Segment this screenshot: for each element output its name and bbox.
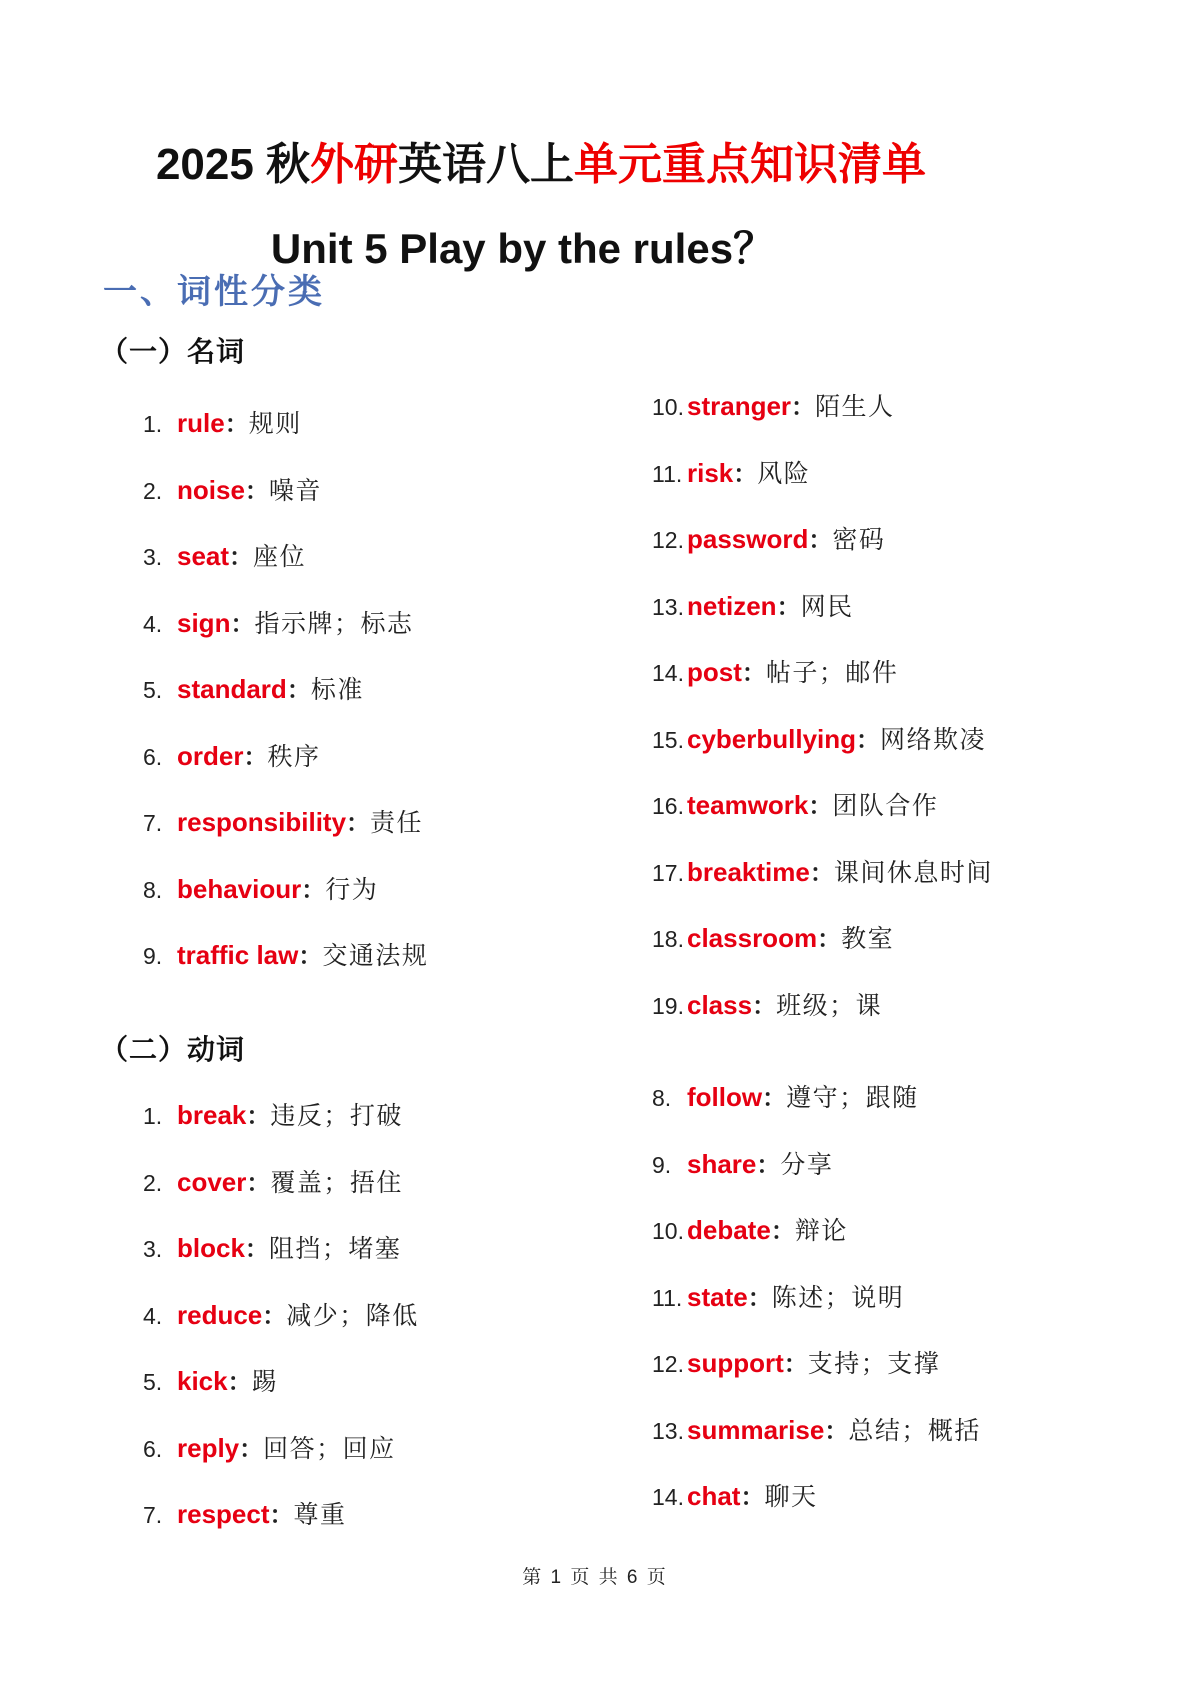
verb-list-left: [143, 1096, 419, 1562]
entry-colon: ：: [298, 943, 323, 970]
entry-definition: 网民: [800, 592, 854, 621]
entry-colon: ：: [856, 726, 881, 754]
entry-colon: ：: [733, 460, 758, 488]
entry-definition: 覆盖；捂住: [270, 1168, 403, 1197]
entry-number: 1.: [143, 411, 163, 437]
vocab-entry: [652, 587, 993, 654]
entry-number: 5.: [143, 677, 163, 703]
entry-number: 2.: [143, 1169, 163, 1196]
entry-number: 15.: [652, 726, 684, 753]
entry-word: break: [177, 1100, 247, 1130]
vocab-entry: [143, 1163, 419, 1230]
entry-colon: ：: [262, 1302, 287, 1330]
entry-colon: ：: [817, 926, 842, 953]
vocab-entry: [143, 1096, 419, 1163]
vocab-entry: [143, 1229, 419, 1296]
entry-word: risk: [687, 457, 734, 488]
vocab-entry: [143, 1429, 419, 1496]
entry-number: 9.: [143, 943, 163, 969]
vocab-entry: [652, 1145, 981, 1212]
entry-colon: ：: [244, 1236, 269, 1263]
entry-word: reply: [177, 1432, 240, 1463]
entry-definition: 行为: [325, 875, 379, 904]
entry-number: 18.: [652, 926, 684, 952]
vocab-entry: [143, 1362, 419, 1429]
entry-definition: 违反；打破: [270, 1102, 403, 1130]
entry-number: 7.: [143, 1502, 163, 1528]
noun-list-right: [652, 387, 993, 1052]
entry-definition: 规则: [248, 410, 302, 438]
entry-word: standard: [177, 674, 287, 704]
entry-number: 8.: [143, 876, 163, 903]
entry-word: stranger: [687, 391, 792, 421]
entry-number: 5.: [143, 1369, 163, 1395]
vocab-entry: [143, 870, 428, 937]
entry-colon: ：: [747, 1284, 772, 1312]
entry-word: follow: [687, 1082, 763, 1112]
entry-number: 6.: [143, 1435, 163, 1462]
verb-list-right: [652, 1078, 981, 1544]
entry-colon: ：: [762, 1085, 787, 1112]
entry-definition: 尊重: [293, 1501, 347, 1529]
entry-definition: 遵守；跟随: [786, 1084, 919, 1112]
entry-number: 13.: [652, 1417, 684, 1444]
vocab-entry: [652, 853, 993, 920]
entry-definition: 风险: [757, 459, 811, 488]
vocab-entry: [652, 454, 993, 521]
vocab-entry: [652, 1278, 981, 1345]
entry-number: 12.: [652, 1351, 684, 1377]
entry-word: noise: [177, 474, 245, 505]
entry-number: 2.: [143, 477, 163, 504]
entry-colon: ：: [741, 660, 766, 687]
page-title: [0, 128, 1082, 192]
entry-definition: 阻挡；堵塞: [268, 1235, 402, 1263]
entry-number: 14.: [652, 660, 684, 686]
entry-word: post: [687, 657, 742, 687]
entry-word: order: [177, 740, 244, 771]
entry-definition: 交通法规: [322, 942, 429, 970]
subsection-nouns: （一）名词: [100, 336, 246, 367]
entry-definition: 陌生人: [815, 393, 895, 421]
entry-number: 3.: [143, 1236, 163, 1262]
entry-number: 13.: [652, 593, 684, 620]
entry-colon: ：: [239, 1435, 264, 1463]
vocab-entry: [652, 653, 993, 720]
entry-number: 4.: [143, 1302, 163, 1329]
entry-word: debate: [687, 1215, 771, 1245]
vocab-entry: [143, 737, 428, 804]
entry-definition: 教室: [841, 925, 895, 953]
vocab-entry: [143, 604, 428, 671]
entry-number: 10.: [652, 394, 684, 420]
entry-word: sign: [177, 607, 231, 638]
entry-word: cyberbullying: [687, 723, 857, 754]
entry-number: 14.: [652, 1484, 684, 1510]
vocab-entry: [143, 1495, 419, 1562]
entry-colon: ：: [770, 1218, 795, 1245]
entry-number: 10.: [652, 1218, 684, 1244]
entry-definition: 秩序: [267, 742, 321, 771]
unit-title: Unit 5 Play by the rules？: [270, 224, 776, 272]
entry-word: classroom: [687, 923, 818, 953]
vocab-entry: [652, 1411, 981, 1478]
entry-number: 6.: [143, 743, 163, 770]
entry-word: seat: [177, 541, 230, 571]
entry-colon: ：: [246, 1169, 271, 1197]
vocab-entry: [652, 1477, 981, 1544]
entry-definition: 责任: [370, 809, 424, 837]
vocab-entry: [652, 786, 993, 853]
entry-definition: 减少；降低: [286, 1301, 419, 1330]
entry-definition: 团队合作: [832, 792, 939, 820]
entry-definition: 班级；课: [776, 991, 883, 1020]
entry-definition: 回答；回应: [263, 1434, 396, 1463]
entry-word: netizen: [687, 590, 777, 621]
entry-number: 16.: [652, 793, 684, 819]
vocab-entry: [652, 1211, 981, 1278]
vocab-entry: [143, 1296, 419, 1363]
entry-definition: 帖子；邮件: [765, 659, 899, 687]
entry-word: chat: [687, 1481, 741, 1511]
entry-definition: 指示牌；标志: [254, 609, 414, 638]
entry-colon: ：: [246, 1103, 271, 1130]
entry-colon: ：: [227, 1369, 252, 1396]
vocab-entry: [143, 803, 428, 870]
entry-definition: 支持；支撑: [807, 1350, 941, 1378]
entry-colon: ：: [301, 876, 326, 904]
entry-colon: ：: [752, 992, 777, 1020]
entry-word: cover: [177, 1166, 247, 1197]
entry-number: 11.: [652, 460, 683, 487]
title-segment: 外研: [310, 140, 399, 190]
entry-word: summarise: [687, 1414, 825, 1445]
entry-word: share: [687, 1148, 757, 1179]
entry-colon: ：: [756, 1151, 781, 1179]
entry-word: block: [177, 1233, 245, 1263]
entry-colon: ：: [346, 810, 371, 837]
entry-colon: ：: [224, 411, 249, 438]
entry-colon: ：: [230, 610, 255, 638]
entry-definition: 密码: [832, 526, 886, 554]
entry-word: state: [687, 1281, 748, 1312]
vocab-entry: [143, 936, 428, 1003]
entry-word: teamwork: [687, 790, 809, 820]
entry-definition: 网络欺凌: [880, 725, 987, 754]
entry-definition: 总结；概括: [848, 1416, 981, 1445]
entry-colon: ：: [286, 677, 311, 704]
vocab-entry: [652, 1344, 981, 1411]
entry-definition: 座位: [253, 543, 307, 571]
title-segment: 2025 秋: [155, 140, 311, 190]
entry-definition: 聊天: [764, 1483, 818, 1511]
entry-word: responsibility: [177, 807, 347, 837]
page-footer: 第 1 页 共 6 页: [522, 1567, 668, 1588]
entry-number: 4.: [143, 610, 163, 637]
entry-number: 19.: [652, 992, 684, 1019]
entry-definition: 噪音: [268, 476, 322, 505]
entry-word: breaktime: [687, 856, 810, 887]
entry-word: rule: [177, 408, 225, 438]
entry-number: 3.: [143, 544, 163, 570]
noun-list-left: [143, 404, 428, 1003]
entry-colon: ：: [791, 394, 816, 421]
entry-number: 17.: [652, 859, 684, 886]
vocab-entry: [143, 537, 428, 604]
entry-colon: ：: [809, 859, 834, 887]
entry-number: 8.: [652, 1085, 672, 1111]
vocab-entry: [143, 471, 428, 538]
entry-colon: ：: [808, 527, 833, 554]
entry-word: support: [687, 1348, 784, 1378]
title-segment: 单元重点知识清单: [574, 140, 927, 190]
entry-colon: ：: [244, 477, 269, 505]
vocab-entry: [652, 1078, 981, 1145]
entry-word: behaviour: [177, 873, 302, 904]
vocab-entry: [143, 670, 428, 737]
vocab-entry: [652, 986, 993, 1053]
entry-definition: 踢: [251, 1368, 279, 1396]
vocab-entry: [652, 720, 993, 787]
subsection-verbs: （二）动词: [100, 1034, 246, 1065]
entry-colon: ：: [776, 593, 801, 621]
entry-definition: 分享: [780, 1150, 834, 1179]
entry-word: kick: [177, 1366, 228, 1396]
entry-colon: ：: [808, 793, 833, 820]
entry-definition: 课间休息时间: [833, 858, 993, 887]
entry-colon: ：: [783, 1351, 808, 1378]
entry-definition: 标准: [310, 676, 364, 704]
title-segment: 英语八上: [398, 140, 575, 190]
vocab-entry: [652, 520, 993, 587]
entry-definition: 辩论: [794, 1217, 848, 1245]
section-heading: 一、词性分类: [103, 273, 325, 311]
entry-word: class: [687, 989, 753, 1020]
entry-word: password: [687, 524, 809, 554]
entry-colon: ：: [243, 743, 268, 771]
entry-number: 12.: [652, 527, 684, 553]
entry-word: respect: [177, 1499, 270, 1529]
vocab-entry: [143, 404, 428, 471]
entry-colon: ：: [740, 1484, 765, 1511]
vocab-entry: [652, 919, 993, 986]
entry-colon: ：: [229, 544, 254, 571]
entry-definition: 陈述；说明: [771, 1283, 905, 1312]
entry-word: traffic law: [177, 940, 299, 970]
entry-number: 1.: [143, 1103, 163, 1129]
entry-number: 11.: [652, 1284, 683, 1311]
entry-word: reduce: [177, 1299, 263, 1330]
entry-colon: ：: [269, 1502, 294, 1529]
entry-number: 7.: [143, 810, 163, 836]
vocab-entry: [652, 387, 993, 454]
entry-number: 9.: [652, 1151, 672, 1178]
entry-colon: ：: [824, 1417, 849, 1445]
